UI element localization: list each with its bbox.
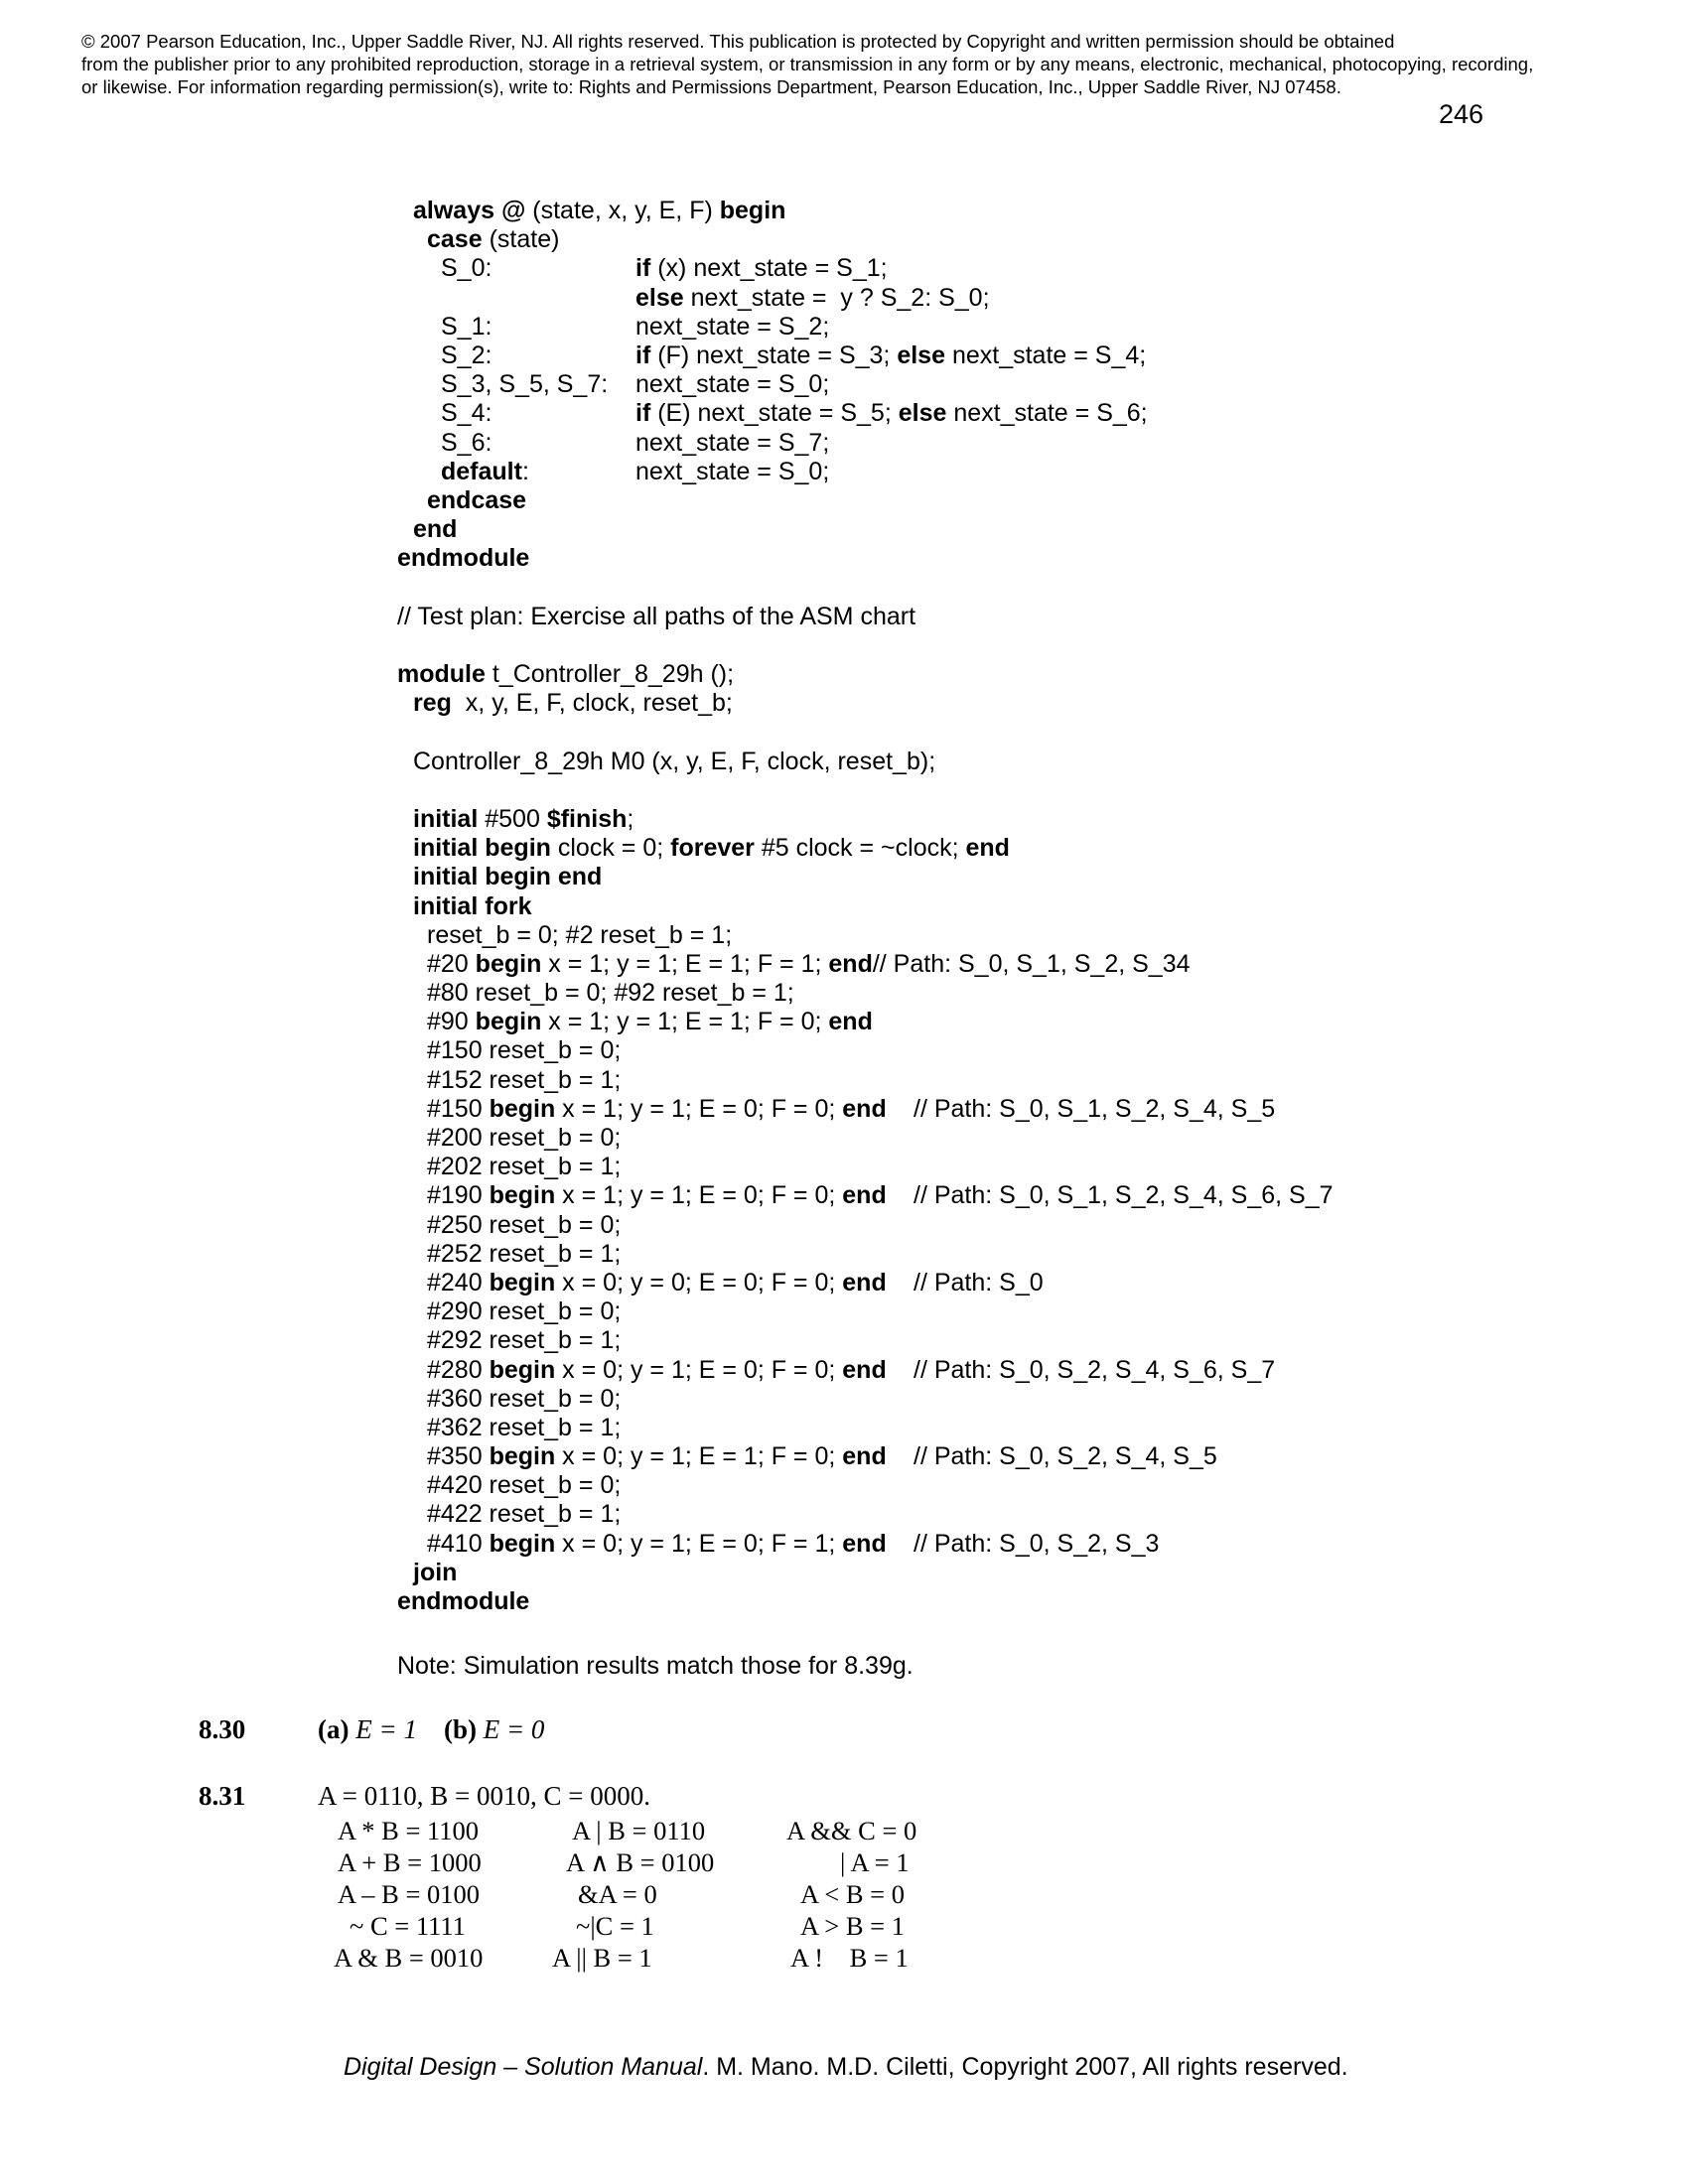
- operator-result: A + B = 1000: [338, 1847, 482, 1877]
- page-number: 246: [1438, 99, 1483, 129]
- path-comment: // Path: S_0, S_2, S_3: [914, 1529, 1160, 1558]
- operator-result: A && C = 0: [786, 1816, 917, 1845]
- operator-result: A & B = 0010: [334, 1943, 484, 1973]
- copyright-notice: [81, 30, 1630, 98]
- path-comment: // Path: S_0, S_2, S_4, S_6, S_7: [914, 1355, 1276, 1384]
- operator-result: A * B = 1100: [338, 1816, 480, 1845]
- operator-result: A – B = 0100: [338, 1879, 481, 1909]
- operator-result: A ∧ B = 0100: [566, 1847, 715, 1877]
- problem-number: 8.30: [199, 1714, 246, 1744]
- operator-result: | A = 1: [840, 1847, 910, 1877]
- path-comment: // Path: S_0: [914, 1268, 1044, 1297]
- path-comment: // Path: S_0, S_1, S_2, S_4, S_5: [914, 1094, 1276, 1123]
- path-comment: // Path: S_0, S_1, S_2, S_4, S_6, S_7: [914, 1181, 1334, 1210]
- operator-result: A ! B = 1: [790, 1943, 909, 1973]
- operator-result: A | B = 0110: [572, 1816, 706, 1845]
- operator-result: A || B = 1: [552, 1943, 652, 1973]
- operator-result: A > B = 1: [800, 1911, 905, 1941]
- copyright-line: from the publisher prior to any prohibited reproduction, storage in a retrieval system, or transmission in any form or by any means, electronic, mechanical, photocopying, recording,: [81, 54, 1534, 74]
- operator-result: &A = 0: [578, 1879, 657, 1909]
- operator-result: A < B = 0: [800, 1879, 905, 1909]
- copyright-line: or likewise. For information regarding permission(s), write to: Rights and Permissions Department, Pearson Education, Inc., Upper Saddle River, NJ 07458.: [81, 76, 1341, 97]
- problem-8-31-intro: A = 0110, B = 0010, C = 0000.: [318, 1781, 650, 1811]
- path-comment: // Path: S_0, S_2, S_4, S_5: [914, 1442, 1217, 1471]
- operator-result: ~ C = 1111: [350, 1911, 466, 1941]
- problem-number: 8.31: [199, 1781, 246, 1811]
- problem-8-30-answer: (a) E = 1 (b) E = 0: [318, 1714, 545, 1744]
- copyright-line: © 2007 Pearson Education, Inc., Upper Saddle River, NJ. All rights reserved. This publication is protected by Copyright and written permission should be obtained: [81, 31, 1395, 52]
- operator-result: ~|C = 1: [576, 1911, 654, 1941]
- footer-citation: Digital Design – Solution Manual. M. Mano. M.D. Ciletti, Copyright 2007, All rights reserved.: [344, 2053, 1348, 2081]
- simulation-note: Note: Simulation results match those for 8.39g.: [397, 1652, 914, 1680]
